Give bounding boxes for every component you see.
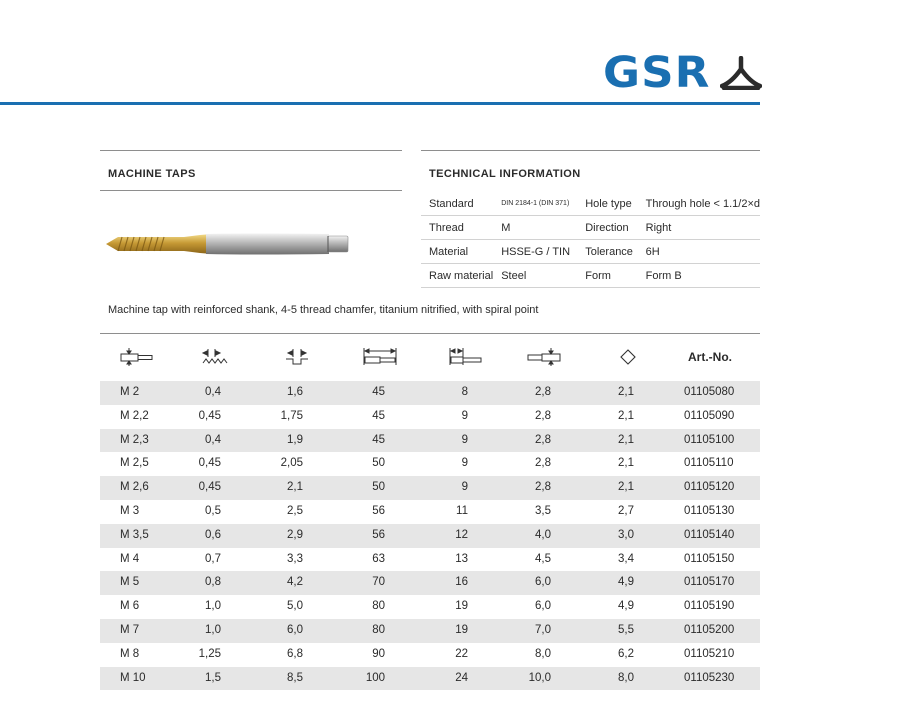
total-length-cell: 45 — [372, 409, 385, 422]
total-length-cell: 70 — [372, 576, 385, 589]
pitch-cell: 0,5 — [205, 504, 221, 517]
product-description: Machine tap with reinforced shank, 4-5 thread chamfer, titanium nitrified, with spiral point — [108, 304, 539, 316]
shank-diameter-cell: 4,0 — [535, 528, 551, 541]
thread-length-cell: 16 — [455, 576, 468, 589]
tech-value: HSSE-G / TIN — [493, 240, 577, 264]
shank-diameter-cell: 6,0 — [535, 600, 551, 613]
square-size-cell: 2,1 — [618, 386, 634, 398]
square-size-cell: 8,0 — [618, 671, 634, 684]
table-row — [100, 476, 760, 500]
pitch-cell: 0,6 — [205, 528, 221, 541]
pitch-cell: 1,5 — [205, 671, 221, 684]
article-number-cell: 01105170 — [684, 576, 735, 589]
total-length-cell: 100 — [365, 671, 385, 684]
table-row — [100, 405, 760, 429]
table-row — [100, 548, 760, 572]
tech-row — [421, 240, 760, 264]
shank-diameter-cell: 6,0 — [535, 576, 551, 589]
core-diameter-cell: 1,9 — [287, 433, 303, 446]
table-row — [100, 643, 760, 667]
thread-length-cell: 9 — [461, 457, 468, 470]
tech-value: DIN 2184-1 (DIN 371) — [493, 192, 577, 216]
brand-logo — [603, 48, 763, 98]
article-number-cell: 01105100 — [684, 433, 735, 446]
thread-length-cell: 22 — [455, 647, 468, 660]
left-title-underline — [100, 190, 402, 191]
total-length-cell: 50 — [372, 481, 385, 494]
pitch-cell: 1,25 — [198, 647, 221, 660]
tech-label: Form — [577, 264, 637, 288]
technical-information-title: TECHNICAL INFORMATION — [429, 168, 581, 180]
table-row — [100, 381, 760, 405]
table-row — [100, 429, 760, 453]
shank-diameter-cell: 2,8 — [535, 409, 551, 422]
thread-size-cell: M 5 — [120, 576, 140, 589]
article-number-cell: 01105080 — [684, 386, 735, 398]
tech-label: Thread — [421, 216, 493, 240]
thread-size-cell: M 2,6 — [120, 481, 149, 494]
article-number-cell: 01105230 — [684, 671, 735, 684]
thread-length-cell: 8 — [461, 386, 468, 398]
total-length-cell: 56 — [372, 528, 385, 541]
shank-diameter-cell: 8,0 — [535, 647, 551, 660]
brand-mark-icon — [720, 56, 762, 90]
tech-row — [421, 264, 760, 288]
pitch-cell: 1,0 — [205, 600, 221, 613]
pitch-cell: 0,7 — [205, 552, 221, 565]
square-size-cell: 3,0 — [618, 528, 634, 541]
thread-diameter-icon — [118, 345, 156, 369]
total-length-cell: 90 — [372, 647, 385, 660]
core-diameter-cell: 5,0 — [287, 600, 303, 613]
shank-diameter-cell: 10,0 — [528, 671, 551, 684]
shank-diameter-cell: 2,8 — [535, 457, 551, 470]
tech-value: Form B — [638, 264, 760, 288]
article-number-cell: 01105110 — [684, 457, 734, 470]
pitch-cell: 0,4 — [205, 433, 221, 446]
total-length-icon — [360, 345, 400, 369]
total-length-cell: 56 — [372, 504, 385, 517]
article-number-header: Art.-No. — [688, 350, 732, 364]
machine-taps-title: MACHINE TAPS — [108, 168, 196, 180]
thread-length-cell: 19 — [455, 623, 468, 636]
table-row — [100, 524, 760, 548]
article-number-cell: 01105090 — [684, 409, 735, 422]
thread-length-cell: 24 — [455, 671, 468, 684]
shank-diameter-cell: 7,0 — [535, 623, 551, 636]
core-diameter-cell: 8,5 — [287, 671, 303, 684]
tech-row — [421, 192, 760, 216]
table-row — [100, 595, 760, 619]
thread-length-cell: 13 — [455, 552, 468, 565]
article-number-cell: 01105190 — [684, 600, 735, 613]
thread-length-cell: 9 — [461, 409, 468, 422]
article-number-cell: 01105130 — [684, 504, 735, 517]
pitch-cell: 1,0 — [205, 623, 221, 636]
table-row — [100, 619, 760, 643]
tech-value: M — [493, 216, 577, 240]
technical-info-table — [421, 192, 760, 288]
thread-length-icon — [446, 345, 486, 369]
total-length-cell: 50 — [372, 457, 385, 470]
shank-diameter-cell: 2,8 — [535, 433, 551, 446]
brand-name: GSR — [603, 48, 711, 98]
tech-value: Steel — [493, 264, 577, 288]
thread-size-cell: M 4 — [120, 552, 140, 565]
square-size-cell: 4,9 — [618, 600, 634, 613]
table-top-rule — [100, 333, 760, 334]
total-length-cell: 80 — [372, 623, 385, 636]
core-diameter-cell: 3,3 — [287, 552, 303, 565]
article-number-cell: 01105200 — [684, 623, 735, 636]
thread-size-cell: M 3,5 — [120, 528, 149, 541]
shank-diameter-cell: 3,5 — [535, 504, 551, 517]
pitch-cell: 0,45 — [198, 481, 221, 494]
square-size-cell: 6,2 — [618, 647, 634, 660]
right-section-rule — [421, 150, 760, 151]
total-length-cell: 63 — [372, 552, 385, 565]
tech-label: Raw material — [421, 264, 493, 288]
square-size-cell: 5,5 — [618, 623, 634, 636]
shank-diameter-cell: 4,5 — [535, 552, 551, 565]
tech-value: 6H — [638, 240, 760, 264]
thread-length-cell: 11 — [456, 504, 468, 517]
size-table — [100, 381, 760, 690]
thread-size-cell: M 2,3 — [120, 433, 149, 446]
thread-size-cell: M 2 — [120, 386, 140, 398]
square-size-cell: 2,1 — [618, 457, 634, 470]
square-size-cell: 3,4 — [618, 552, 634, 565]
article-number-cell: 01105210 — [684, 647, 735, 660]
tech-label: Hole type — [577, 192, 637, 216]
tech-label: Standard — [421, 192, 493, 216]
square-size-cell: 2,7 — [618, 504, 634, 517]
shank-diameter-cell: 2,8 — [535, 481, 551, 494]
table-row — [100, 667, 760, 691]
shank-diameter-cell: 2,8 — [535, 386, 551, 398]
square-size-cell: 2,1 — [618, 433, 634, 446]
square-size-cell: 2,1 — [618, 481, 634, 494]
thread-size-cell: M 7 — [120, 623, 140, 636]
tech-label: Tolerance — [577, 240, 637, 264]
square-size-cell: 4,9 — [618, 576, 634, 589]
thread-length-cell: 12 — [455, 528, 468, 541]
table-row — [100, 452, 760, 476]
thread-size-cell: M 2,5 — [120, 457, 149, 470]
left-section-rule — [100, 150, 402, 151]
square-size-cell: 2,1 — [618, 409, 634, 422]
core-diameter-cell: 1,75 — [280, 409, 303, 422]
tech-value: Right — [638, 216, 760, 240]
core-diameter-cell: 6,0 — [287, 623, 303, 636]
tech-row — [421, 216, 760, 240]
pitch-cell: 0,8 — [205, 576, 221, 589]
thread-size-cell: M 10 — [120, 671, 146, 684]
core-diameter-cell: 2,5 — [287, 504, 303, 517]
core-diameter-cell: 2,05 — [280, 457, 303, 470]
thread-size-cell: M 2,2 — [120, 409, 149, 422]
shank-diameter-icon — [524, 345, 564, 369]
article-number-cell: 01105150 — [684, 552, 735, 565]
table-row — [100, 571, 760, 595]
tech-value: Through hole < 1.1/2×d — [638, 192, 760, 216]
article-number-cell: 01105140 — [684, 528, 735, 541]
pitch-icon — [199, 345, 231, 369]
thread-length-cell: 19 — [455, 600, 468, 613]
total-length-cell: 45 — [372, 433, 385, 446]
machine-tap-image — [104, 222, 352, 266]
pitch-cell: 0,45 — [198, 457, 221, 470]
thread-size-cell: M 6 — [120, 600, 140, 613]
header-divider — [0, 102, 760, 105]
article-number-cell: 01105120 — [684, 481, 735, 494]
thread-length-cell: 9 — [461, 433, 468, 446]
core-diameter-icon — [282, 345, 314, 369]
total-length-cell: 45 — [372, 386, 385, 398]
core-diameter-cell: 1,6 — [287, 386, 303, 398]
core-diameter-cell: 2,9 — [287, 528, 303, 541]
tech-label: Direction — [577, 216, 637, 240]
square-size-icon — [616, 345, 640, 369]
pitch-cell: 0,45 — [198, 409, 221, 422]
total-length-cell: 80 — [372, 600, 385, 613]
tech-label: Material — [421, 240, 493, 264]
core-diameter-cell: 6,8 — [287, 647, 303, 660]
pitch-cell: 0,4 — [205, 386, 221, 398]
core-diameter-cell: 2,1 — [287, 481, 303, 494]
thread-size-cell: M 8 — [120, 647, 140, 660]
core-diameter-cell: 4,2 — [287, 576, 303, 589]
thread-length-cell: 9 — [461, 481, 468, 494]
table-row — [100, 500, 760, 524]
thread-size-cell: M 3 — [120, 504, 140, 517]
